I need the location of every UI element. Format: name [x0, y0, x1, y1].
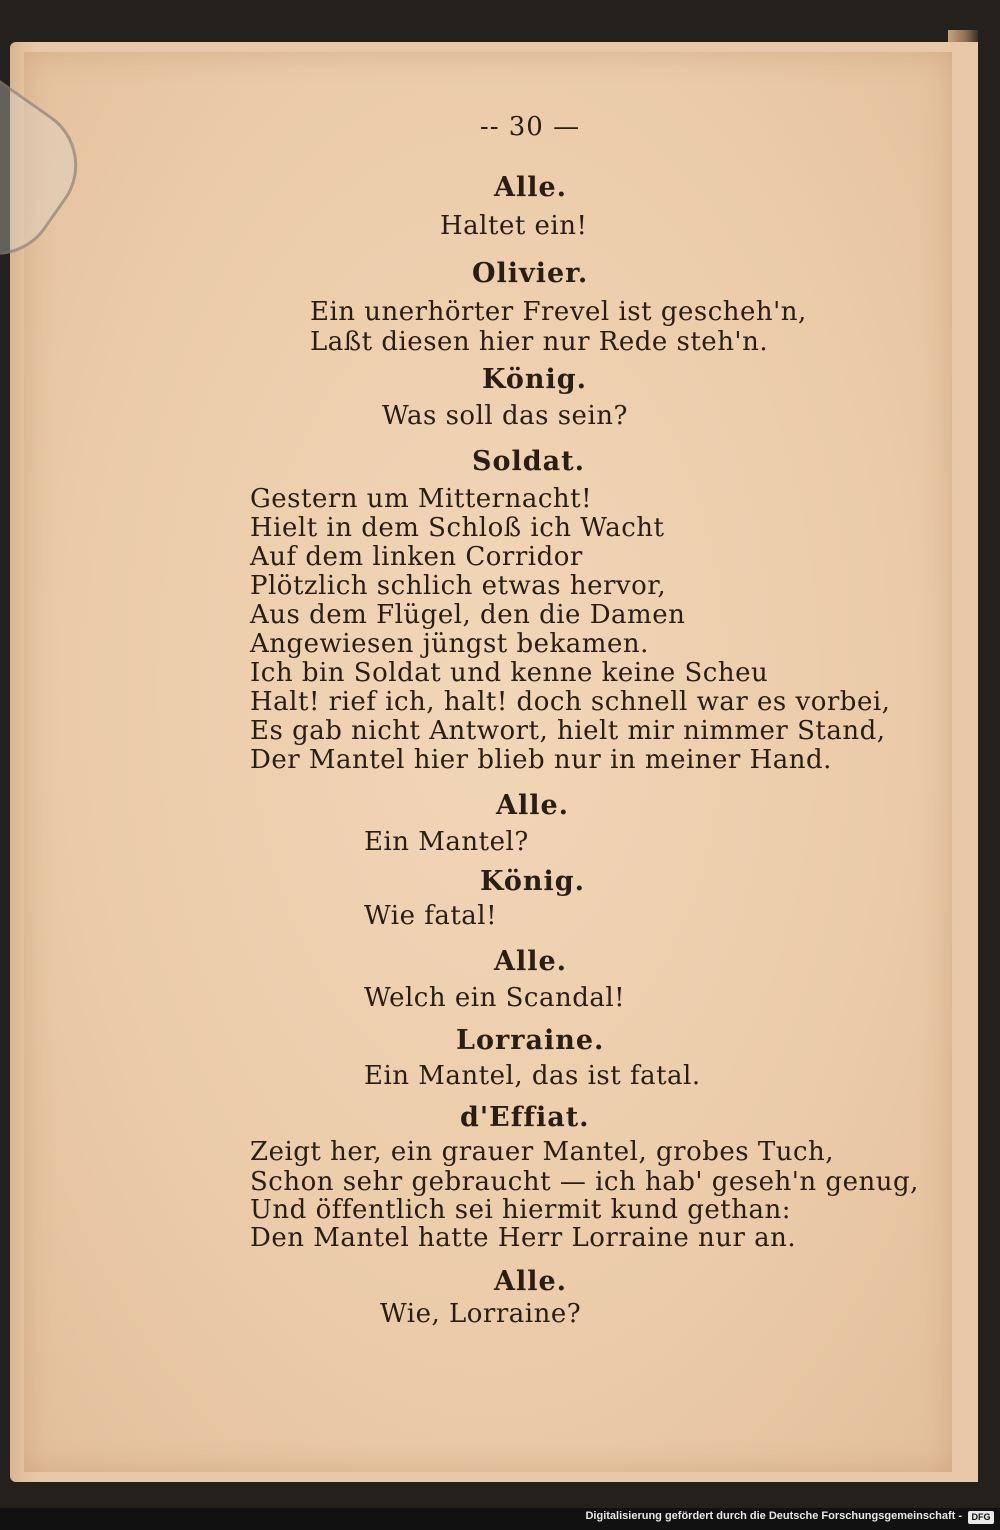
speaker-heading: Alle. [494, 946, 568, 977]
dialogue-line: Und öffentlich sei hiermit kund gethan: [250, 1195, 791, 1225]
speaker-heading: Alle. [496, 790, 570, 821]
dialogue-line: Welch ein Scandal! [364, 983, 626, 1013]
speaker-heading: König. [480, 866, 586, 897]
dialogue-line: Angewiesen jüngst bekamen. [250, 629, 649, 659]
dialogue-line: Es gab nicht Antwort, hielt mir nimmer Stand, [250, 716, 886, 746]
funding-notice: Digitalisierung gefördert durch die Deutsche Forschungsgemeinschaft - [585, 1510, 962, 1522]
dialogue-line: Den Mantel hatte Herr Lorraine nur an. [250, 1223, 797, 1253]
dialogue-line: Plötzlich schlich etwas hervor, [250, 571, 667, 601]
dialogue-line: Ein unerhörter Frevel ist gescheh'n, [310, 297, 807, 327]
speaker-heading: Olivier. [472, 258, 589, 289]
speaker-heading: Lorraine. [456, 1025, 605, 1056]
dfg-logo: DFG [968, 1511, 994, 1524]
speaker-heading: Alle. [494, 1266, 568, 1297]
dialogue-line: Was soll das sein? [382, 401, 628, 431]
dialogue-line: Laßt diesen hier nur Rede steh'n. [310, 327, 769, 357]
dialogue-line: Hielt in dem Schloß ich Wacht [250, 513, 665, 543]
dialogue-line: Halt! rief ich, halt! doch schnell war es vorbei, [250, 687, 891, 717]
speaker-heading: Soldat. [472, 446, 586, 477]
dialogue-line: Haltet ein! [440, 211, 588, 241]
dialogue-line: Ein Mantel, das ist fatal. [364, 1061, 701, 1091]
speaker-heading: Alle. [494, 172, 568, 203]
dialogue-line: Schon sehr gebraucht — ich hab' geseh'n genug, [250, 1167, 919, 1197]
dialogue-line: Auf dem linken Corridor [250, 542, 583, 572]
dialogue-line: Gestern um Mitternacht! [250, 484, 593, 514]
dialogue-line: Wie, Lorraine? [380, 1299, 582, 1329]
dialogue-line: Der Mantel hier blieb nur in meiner Hand. [250, 745, 832, 775]
dialogue-line: Ein Mantel? [364, 827, 529, 857]
dialogue-line: Ich bin Soldat und kenne keine Scheu [250, 658, 769, 688]
dialogue-line: Zeigt her, ein grauer Mantel, grobes Tuch, [250, 1137, 835, 1167]
page-number: -- 30 — [479, 112, 581, 142]
speaker-heading: d'Effiat. [460, 1102, 590, 1133]
speaker-heading: König. [482, 364, 588, 395]
dialogue-line: Aus dem Flügel, den die Damen [250, 600, 686, 630]
dialogue-line: Wie fatal! [364, 901, 498, 931]
